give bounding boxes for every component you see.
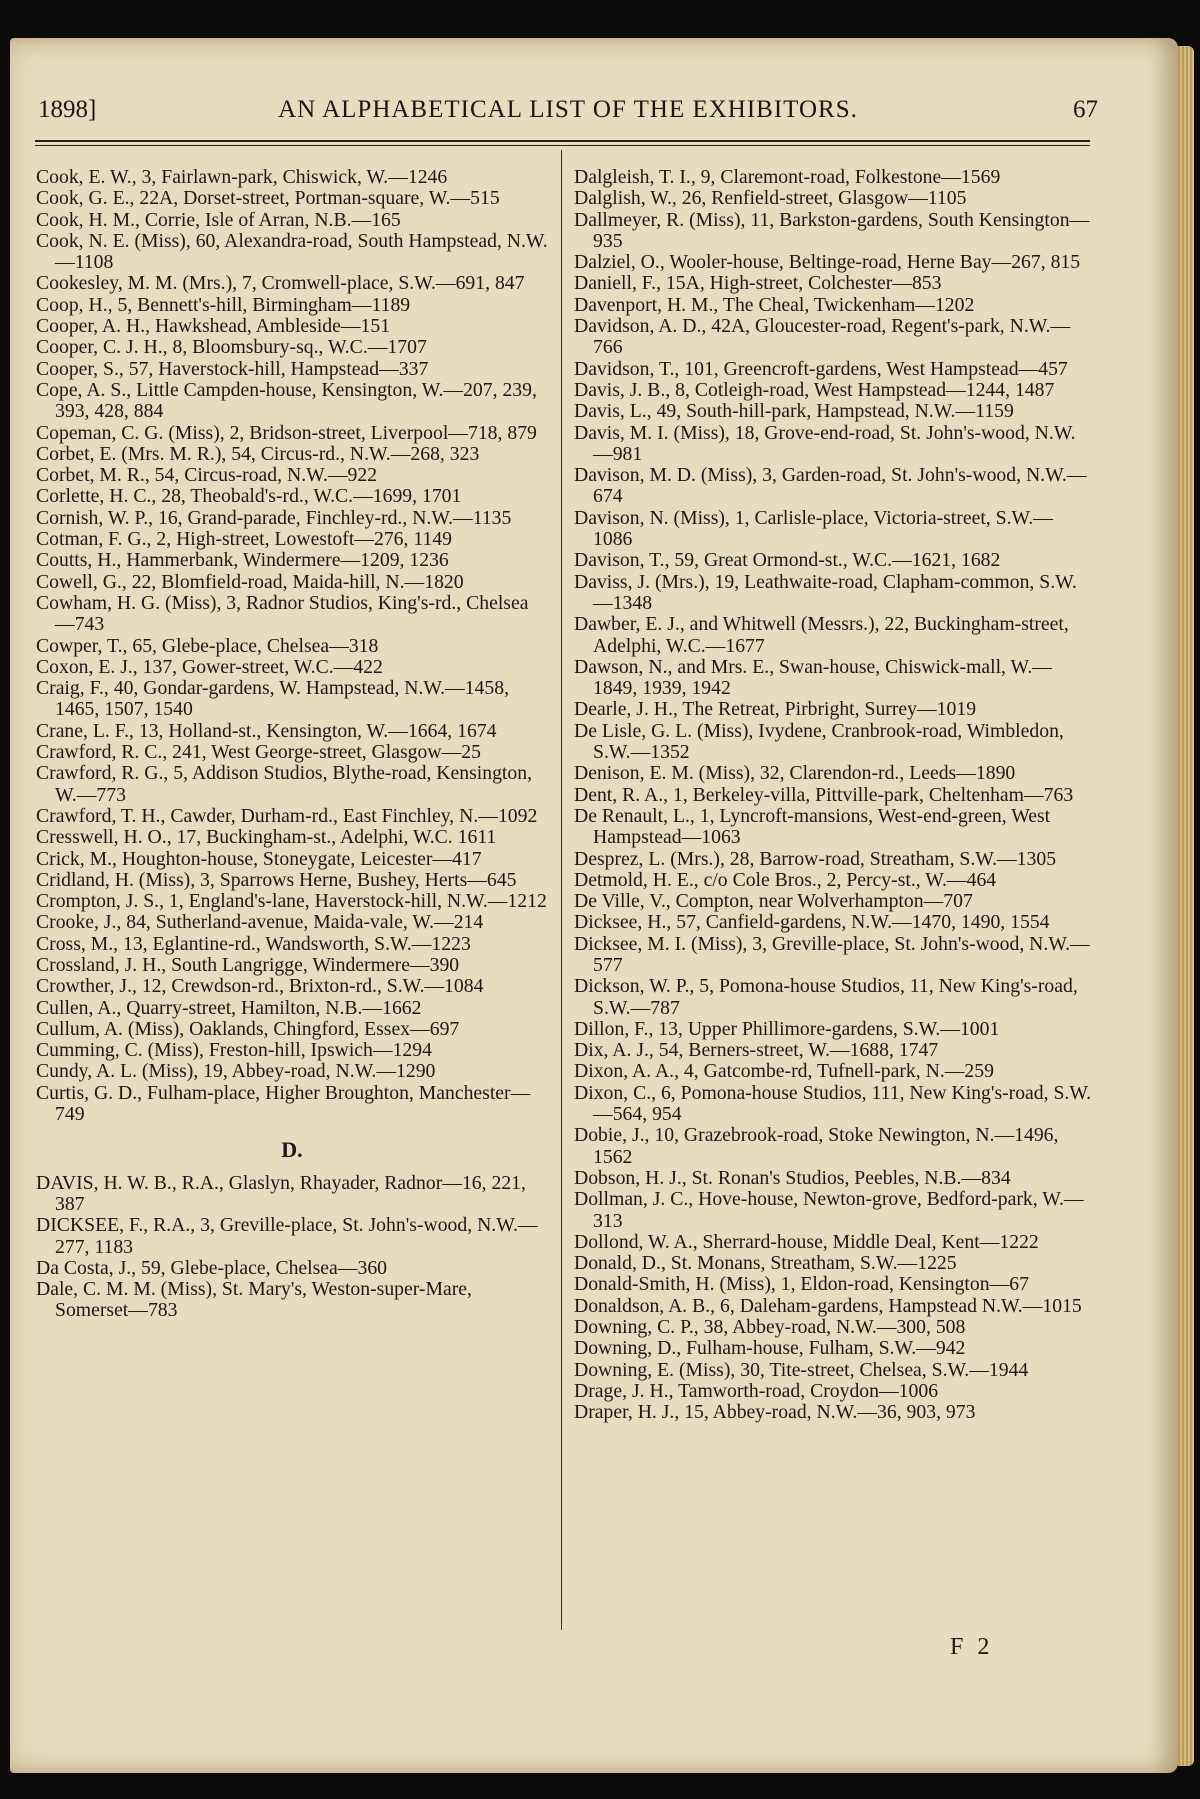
header-rule [35,140,1090,142]
exhibitor-entry: Da Costa, J., 59, Glebe-place, Chelsea—360 [36,1256,388,1279]
exhibitor-entry: DAVIS, H. W. B., R.A., Glaslyn, Rhayader, Radnor—16, 221, 387 [36,1171,526,1215]
exhibitor-entry: Dicksee, H., 57, Canfield-gardens, N.W.—1470, 1490, 1554 [574,911,1050,934]
page-number: 67 [1073,96,1098,123]
exhibitor-entry: Coutts, H., Hammerbank, Windermere—1209, 1236 [36,549,449,572]
exhibitor-entry: Davison, M. D. (Miss), 3, Garden-road, St. John's-wood, N.W.—674 [574,464,1087,508]
exhibitor-entry: Cook, H. M., Corrie, Isle of Arran, N.B.—165 [36,208,401,231]
exhibitor-entry: Dillon, F., 13, Upper Phillimore-gardens, S.W.—1001 [574,1017,1000,1040]
exhibitor-entry: Cornish, W. P., 16, Grand-parade, Finchley-rd., N.W.—1135 [36,506,512,529]
right-column [574,167,1092,1424]
exhibitor-entry: Cowell, G., 22, Blomfield-road, Maida-hill, N.—1820 [36,570,464,593]
exhibitor-entry: Dixon, C., 6, Pomona-house Studios, 111, New King's-road, S.W.—564, 954 [574,1081,1092,1126]
exhibitor-entry: Cookesley, M. M. (Mrs.), 7, Cromwell-place, S.W.—691, 847 [36,272,525,295]
exhibitor-entry: Cook, G. E., 22A, Dorset-street, Portman-square, W.—515 [36,187,500,210]
exhibitor-entry: Crawford, R. G., 5, Addison Studios, Blythe-road, Kensington, W.—773 [36,762,532,806]
exhibitor-entry: Corbet, M. R., 54, Circus-road, N.W.—922 [36,464,378,487]
exhibitor-entry: Davison, T., 59, Great Ormond-st., W.C.—1621, 1682 [574,549,1001,572]
exhibitor-entry: Cooper, C. J. H., 8, Bloomsbury-sq., W.C.—1707 [36,336,427,359]
exhibitor-entry: Curtis, G. D., Fulham-place, Higher Broughton, Manchester—749 [36,1081,531,1126]
exhibitor-entry: Davis, M. I. (Miss), 18, Grove-end-road, St. John's-wood, N.W.—981 [574,421,1076,465]
page-edge [1178,46,1194,1766]
exhibitor-entry: Denison, E. M. (Miss), 32, Clarendon-rd., Leeds—1890 [574,762,1016,785]
exhibitor-entry: Cotman, F. G., 2, High-street, Lowestoft—276, 1149 [36,528,453,551]
exhibitor-entry: Corlette, H. C., 28, Theobald's-rd., W.C.—1699, 1701 [36,485,462,508]
exhibitor-entry: Cullum, A. (Miss), Oaklands, Chingford, Essex—697 [36,1017,460,1040]
exhibitor-entry: Davenport, H. M., The Cheal, Twickenham—1202 [574,293,975,316]
exhibitor-entry: Copeman, C. G. (Miss), 2, Bridson-street, Liverpool—718, 879 [36,421,537,444]
exhibitor-entry: De Renault, L., 1, Lyncroft-mansions, West-end-green, West Hampstead—1063 [574,804,1051,849]
exhibitor-entry: Cook, E. W., 3, Fairlawn-park, Chiswick, W.—1246 [36,166,448,188]
exhibitor-entry: Desprez, L. (Mrs.), 28, Barrow-road, Streatham, S.W.—1305 [574,847,1057,870]
exhibitor-entry: Dallmeyer, R. (Miss), 11, Barkston-gardens, South Kensington—935 [574,208,1090,252]
exhibitor-entry: Davis, J. B., 8, Cotleigh-road, West Hampstead—1244, 1487 [574,378,1055,401]
exhibitor-entry: Dollman, J. C., Hove-house, Newton-grove, Bedford-park, W.—313 [574,1188,1084,1232]
section-heading-d: D. [281,1137,303,1163]
exhibitor-entry: Detmold, H. E., c/o Cole Bros., 2, Percy-st., W.—464 [574,868,997,891]
exhibitor-entry: Cundy, A. L. (Miss), 19, Abbey-road, N.W.—1290 [36,1060,436,1083]
exhibitor-entry: Davis, L., 49, South-hill-park, Hampstead, N.W.—1159 [574,400,1014,423]
exhibitor-entry: Drage, J. H., Tamworth-road, Croydon—1006 [574,1379,939,1402]
exhibitor-entry: Davidson, A. D., 42A, Gloucester-road, Regent's-park, N.W.—766 [574,315,1071,359]
exhibitor-entry: Davison, N. (Miss), 1, Carlisle-place, Victoria-street, S.W.—1086 [574,506,1053,551]
exhibitor-entry: Donald-Smith, H. (Miss), 1, Eldon-road, Kensington—67 [574,1273,1029,1296]
right-entries [574,167,1092,1424]
exhibitor-entry: Dollond, W. A., Sherrard-house, Middle Deal, Kent—1222 [574,1230,1039,1253]
exhibitor-entry: Draper, H. J., 15, Abbey-road, N.W.—36, 903, 973 [574,1401,976,1424]
running-header [38,96,1098,136]
exhibitor-entry: Cross, M., 13, Eglantine-rd., Wandsworth, S.W.—1223 [36,932,471,955]
exhibitor-entry: Daviss, J. (Mrs.), 19, Leathwaite-road, Clapham-common, S.W.—1348 [574,570,1077,614]
exhibitor-entry: Dale, C. M. M. (Miss), St. Mary's, Weston-super-Mare, Somerset—783 [36,1278,472,1322]
header-rule-thin [35,145,1090,146]
exhibitor-entry: Cope, A. S., Little Campden-house, Kensington, W.—207, 239, 393, 428, 884 [36,378,537,423]
exhibitor-entry: Dickson, W. P., 5, Pomona-house Studios, 11, New King's-road, S.W.—787 [574,975,1078,1019]
exhibitor-entry: Downing, D., Fulham-house, Fulham, S.W.—942 [574,1337,966,1360]
exhibitor-entry: De Lisle, G. L. (Miss), Ivydene, Cranbrook-road, Wimbledon, S.W.—1352 [574,719,1064,764]
exhibitor-entry: Dix, A. J., 54, Berners-street, W.—1688, 1747 [574,1039,939,1062]
exhibitor-entry: Corbet, E. (Mrs. M. R.), 54, Circus-rd., N.W.—268, 323 [36,442,480,465]
header-title: AN ALPHABETICAL LIST OF THE EXHIBITORS. [278,96,858,123]
exhibitor-entry: Cresswell, H. O., 17, Buckingham-st., Adelphi, W.C. 1611 [36,826,497,849]
exhibitor-entry: Dearle, J. H., The Retreat, Pirbright, Surrey—1019 [574,698,977,721]
exhibitor-entry: Cowper, T., 65, Glebe-place, Chelsea—318 [36,634,379,657]
exhibitor-entry: Donald, D., St. Monans, Streatham, S.W.—1225 [574,1252,957,1275]
column-divider [561,150,562,1630]
exhibitor-entry: Cullen, A., Quarry-street, Hamilton, N.B.—1662 [36,996,422,1019]
left-entries [36,167,548,1125]
exhibitor-entry: Cumming, C. (Miss), Freston-hill, Ipswich—1294 [36,1039,432,1062]
exhibitor-entry: Dent, R. A., 1, Berkeley-villa, Pittville-park, Cheltenham—763 [574,783,1074,806]
exhibitor-entry: Dalgleish, T. I., 9, Claremont-road, Folkestone—1569 [574,166,1001,188]
exhibitor-entry: Cowham, H. G. (Miss), 3, Radnor Studios, King's-rd., Chelsea—743 [36,591,529,636]
exhibitor-entry: DICKSEE, F., R.A., 3, Greville-place, St. John's-wood, N.W.—277, 1183 [36,1214,538,1258]
exhibitor-entry: Downing, C. P., 38, Abbey-road, N.W.—300, 508 [574,1316,966,1339]
exhibitor-entry: Crawford, R. C., 241, West George-street, Glasgow—25 [36,741,481,764]
exhibitor-entry: Crowther, J., 12, Crewdson-rd., Brixton-rd., S.W.—1084 [36,975,484,998]
exhibitor-entry: Crawford, T. H., Cawder, Durham-rd., East Finchley, N.—1092 [36,804,538,827]
exhibitor-entry: Craig, F., 40, Gondar-gardens, W. Hampstead, N.W.—1458, 1465, 1507, 1540 [36,677,510,721]
left-entries-d [36,1173,548,1322]
exhibitor-entry: Dawson, N., and Mrs. E., Swan-house, Chiswick-mall, W.—1849, 1939, 1942 [574,655,1052,700]
exhibitor-entry: Dobson, H. J., St. Ronan's Studios, Peebles, N.B.—834 [574,1166,1011,1189]
exhibitor-entry: Dalglish, W., 26, Renfield-street, Glasgow—1105 [574,187,967,210]
exhibitor-entry: Daniell, F., 15A, High-street, Colchester—853 [574,272,942,295]
exhibitor-entry: Cooper, A. H., Hawkshead, Ambleside—151 [36,315,391,338]
exhibitor-entry: Cooper, S., 57, Haverstock-hill, Hampstead—337 [36,357,429,380]
exhibitor-entry: Dobie, J., 10, Grazebrook-road, Stoke Newington, N.—1496, 1562 [574,1124,1059,1168]
exhibitor-entry: Crane, L. F., 13, Holland-st., Kensington, W.—1664, 1674 [36,719,497,742]
exhibitor-entry: Dicksee, M. I. (Miss), 3, Greville-place, St. John's-wood, N.W.—577 [574,932,1090,976]
exhibitor-entry: Crick, M., Houghton-house, Stoneygate, Leicester—417 [36,847,482,870]
exhibitor-entry: Coop, H., 5, Bennett's-hill, Birmingham—1189 [36,293,411,316]
exhibitor-entry: Crompton, J. S., 1, England's-lane, Haverstock-hill, N.W.—1212 [36,890,547,913]
exhibitor-entry: Dalziel, O., Wooler-house, Beltinge-road, Herne Bay—267, 815 [574,251,1081,274]
header-year: 1898] [38,96,97,123]
exhibitor-entry: Crooke, J., 84, Sutherland-avenue, Maida-vale, W.—214 [36,911,484,934]
exhibitor-entry: Donaldson, A. B., 6, Daleham-gardens, Hampstead N.W.—1015 [574,1294,1082,1317]
exhibitor-entry: Downing, E. (Miss), 30, Tite-street, Chelsea, S.W.—1944 [574,1358,1029,1381]
exhibitor-entry: Cridland, H. (Miss), 3, Sparrows Herne, Bushey, Herts—645 [36,868,517,891]
exhibitor-entry: Davidson, T., 101, Greencroft-gardens, West Hampstead—457 [574,357,1068,380]
exhibitor-entry: Crossland, J. H., South Langrigge, Windermere—390 [36,953,460,976]
exhibitor-entry: Dixon, A. A., 4, Gatcombe-rd, Tufnell-park, N.—259 [574,1060,994,1083]
signature-mark: F 2 [950,1634,994,1660]
exhibitor-entry: Cook, N. E. (Miss), 60, Alexandra-road, South Hampstead, N.W.—1108 [36,229,548,274]
left-column [36,167,548,1322]
exhibitor-entry: Dawber, E. J., and Whitwell (Messrs.), 22, Buckingham-street, Adelphi, W.C.—1677 [574,613,1069,657]
exhibitor-entry: De Ville, V., Compton, near Wolverhampton—707 [574,890,973,913]
exhibitor-entry: Coxon, E. J., 137, Gower-street, W.C.—422 [36,655,383,678]
